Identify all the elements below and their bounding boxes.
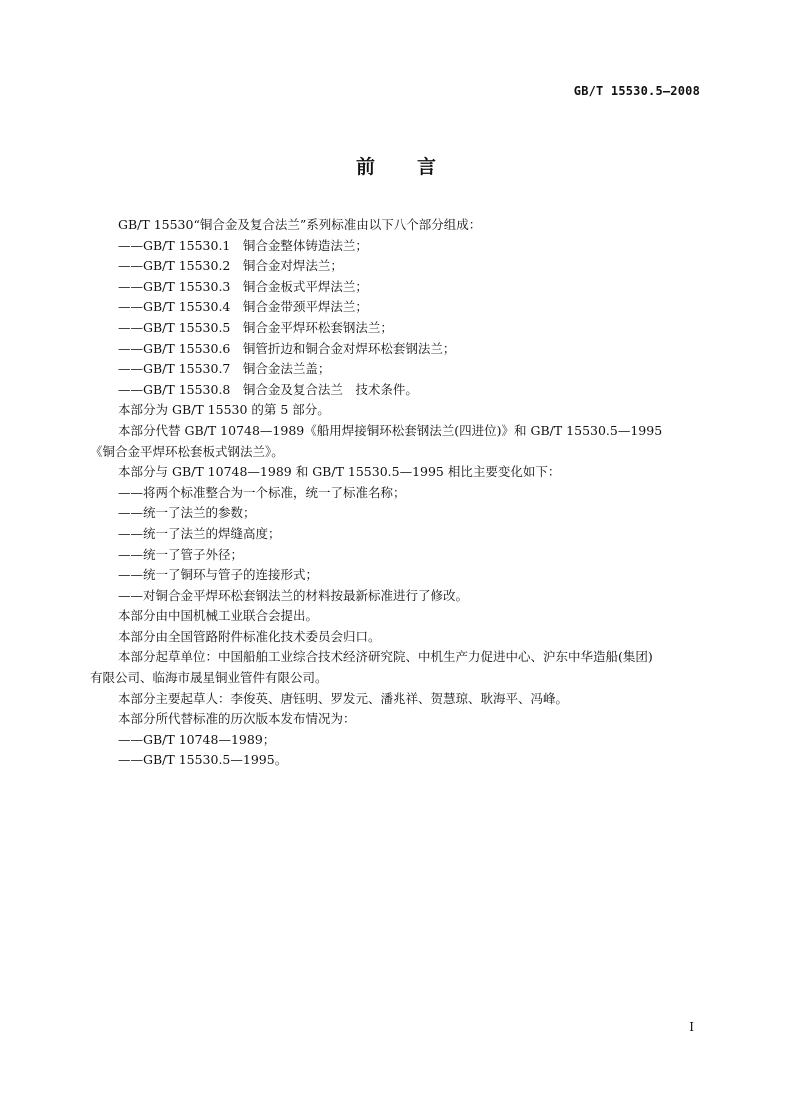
- text-line: ——GB/T 15530.8 铜合金及复合法兰 技术条件。: [118, 381, 418, 397]
- text-line: 本部分代替 GB/T 10748—1989《船用焊接铜环松套钢法兰(四进位)》和 GB/T 15530.5—1995: [118, 422, 663, 438]
- text-line: ——GB/T 15530.5 铜合金平焊环松套钢法兰；: [118, 319, 393, 335]
- text-line: ——GB/T 15530.2 铜合金对焊法兰；: [118, 258, 343, 274]
- text-line: 本部分起草单位：中国船舶工业综合技术经济研究院、中机生产力促进中心、沪东中华造船(集团): [118, 649, 653, 665]
- text-line: 本部分所代替标准的历次版本发布情况为：: [118, 711, 356, 727]
- standard-code: GB/T 15530.5—2008: [573, 84, 700, 98]
- text-line: 本部分主要起草人：李俊英、唐钰明、罗发元、潘兆祥、贺慧琼、耿海平、冯峰。: [118, 690, 569, 706]
- text-line: ——统一了法兰的焊缝高度；: [118, 525, 281, 541]
- text-line: ——GB/T 15530.3 铜合金板式平焊法兰；: [118, 278, 368, 294]
- body-text: [90, 215, 702, 771]
- text-line: 有限公司、临海市晟星铜业管件有限公司。: [90, 670, 328, 686]
- text-line: ——GB/T 15530.4 铜合金带颈平焊法兰；: [118, 299, 368, 315]
- text-line: ——对铜合金平焊环松套钢法兰的材料按最新标准进行了修改。: [118, 587, 469, 603]
- text-line: ——GB/T 15530.5—1995。: [118, 752, 288, 768]
- text-line: ——GB/T 15530.1 铜合金整体铸造法兰；: [118, 237, 368, 253]
- page-title: 前言: [355, 156, 478, 178]
- text-line: ——将两个标准整合为一个标准，统一了标准名称；: [118, 484, 406, 500]
- text-line: 本部分由中国机械工业联合会提出。: [118, 608, 319, 624]
- page-number: I: [689, 1020, 694, 1034]
- text-line: ——统一了铜环与管子的连接形式；: [118, 567, 319, 583]
- text-line: GB/T 15530“铜合金及复合法兰”系列标准由以下八个部分组成：: [118, 217, 482, 232]
- text-line: ——统一了管子外径；: [118, 546, 244, 562]
- text-line: 本部分与 GB/T 10748—1989 和 GB/T 15530.5—1995 相比主要变化如下：: [118, 464, 561, 480]
- text-line: ——GB/T 10748—1989；: [118, 731, 276, 747]
- text-line: 本部分为 GB/T 15530 的第 5 部分。: [118, 402, 330, 418]
- text-line: 《铜合金平焊环松套板式钢法兰》。: [90, 443, 284, 459]
- text-line: ——GB/T 15530.7 铜合金法兰盖；: [118, 361, 331, 377]
- text-line: 本部分由全国管路附件标准化技术委员会归口。: [118, 628, 381, 644]
- text-line: ——GB/T 15530.6 铜管折边和铜合金对焊环松套钢法兰；: [118, 340, 456, 356]
- text-line: ——统一了法兰的参数；: [118, 505, 256, 521]
